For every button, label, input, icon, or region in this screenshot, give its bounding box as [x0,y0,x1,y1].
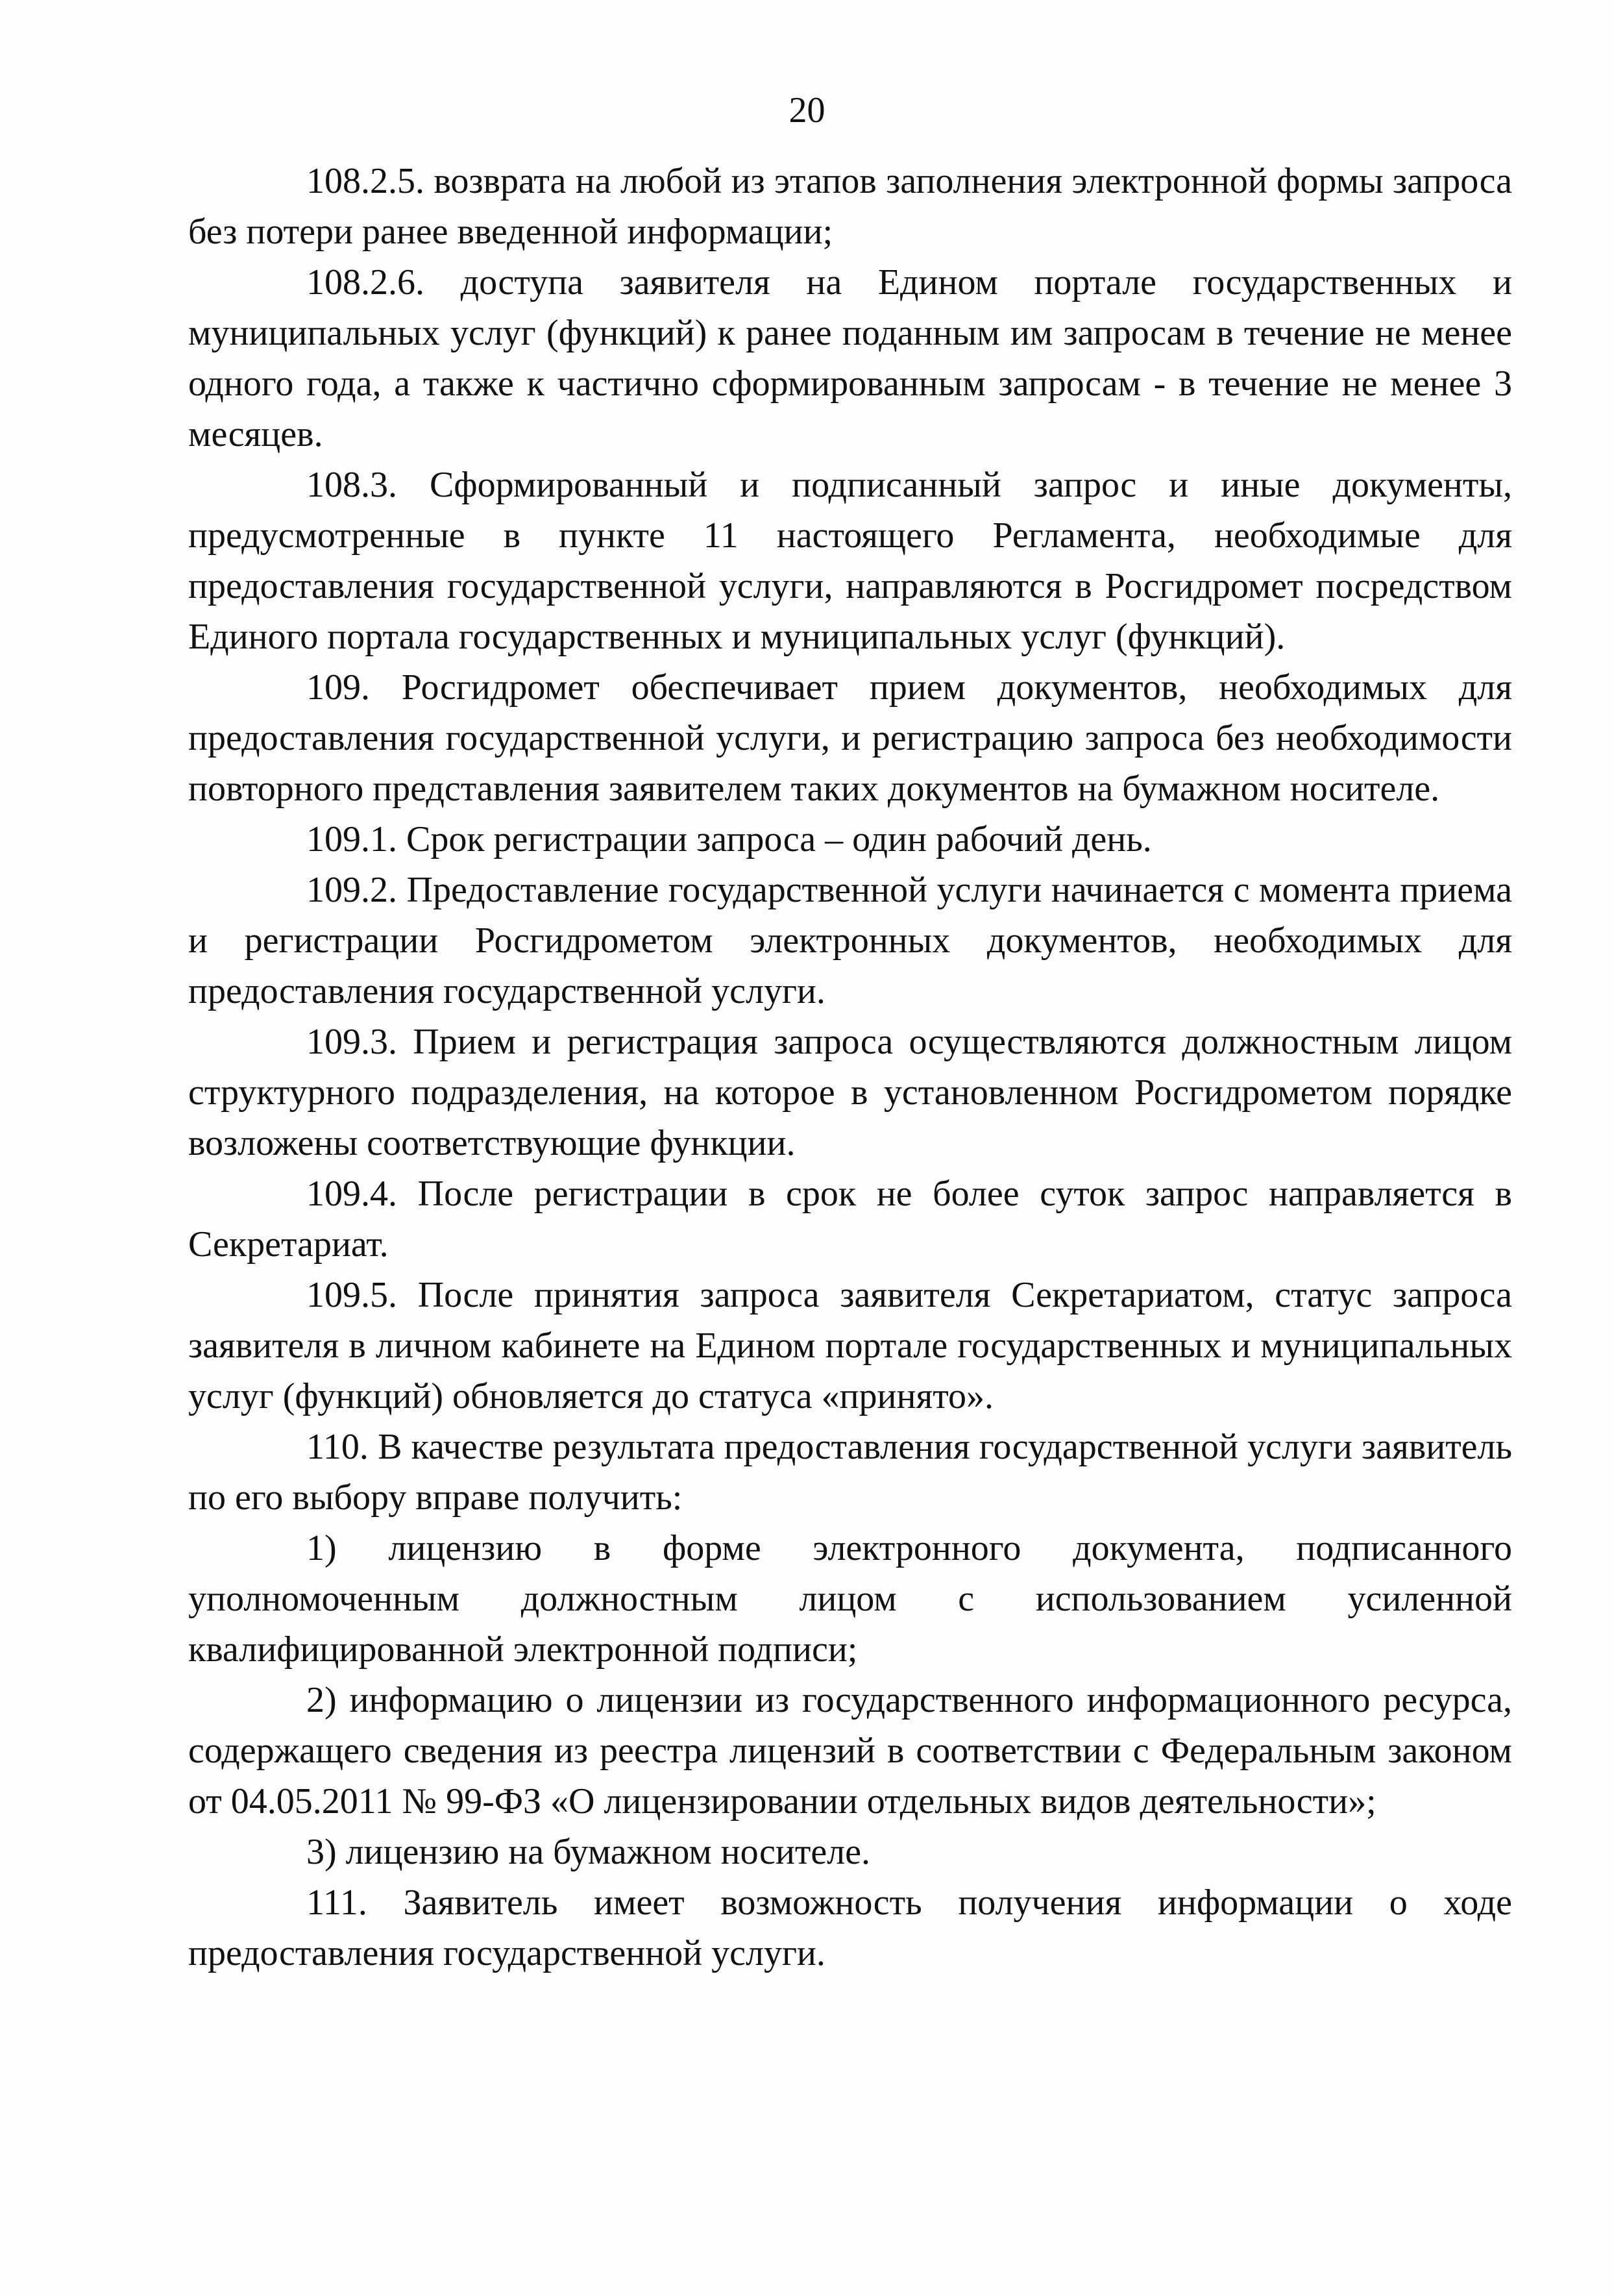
paragraph-108-3: 108.3. Сформированный и подписанный запрос и иные документы, предусмотренные в пункте 11 настоящего Регламента, необходимые для предоставления государственной услуги, направляются в Росгидромет посредством Единого портала государственных и муниципальных услуг (функций). [188,465,1512,657]
paragraph-109-3: 109.3. Прием и регистрация запроса осуществляются должностным лицом структурного подразделения, на которое в установленном Росгидрометом порядке возложены соответствующие функции. [188,1022,1512,1163]
paragraph-110-item-1: 1) лицензию в форме электронного документа, подписанного уполномоченным должностным лицом с использованием усиленной квалифицированной электронной подписи; [188,1528,1512,1670]
paragraph-109-5: 109.5. После принятия запроса заявителя Секретариатом, статус запроса заявителя в личном кабинете на Едином портале государственных и муниципальных услуг (функций) обновляется до статуса «принято». [188,1275,1512,1416]
paragraph-108-2-5: 108.2.5. возврата на любой из этапов заполнения электронной формы запроса без потери ранее введенной информации; [188,161,1512,252]
paragraph-109: 109. Росгидромет обеспечивает прием документов, необходимых для предоставления государственной услуги, и регистрацию запроса без необходимости повторного представления заявителем таких документов на бумажном носителе. [188,667,1512,809]
paragraph-111: 111. Заявитель имеет возможность получения информации о ходе предоставления государственной услуги. [188,1882,1512,1973]
paragraph-109-4: 109.4. После регистрации в срок не более суток запрос направляется в Секретариат. [188,1174,1512,1265]
paragraph-108-2-6: 108.2.6. доступа заявителя на Едином портале государственных и муниципальных услуг (функций) к ранее поданным им запросам в течение не менее одного года, а также к частично сформированным запросам - в течение не менее 3 месяцев. [188,262,1512,454]
paragraph-110-item-3: 3) лицензию на бумажном носителе. [306,1832,870,1872]
paragraph-110: 110. В качестве результата предоставления государственной услуги заявитель по его выбору вправе получить: [188,1427,1512,1518]
document-body [188,156,1512,1979]
paragraph-109-2: 109.2. Предоставление государственной услуги начинается с момента приема и регистрации Росгидрометом электронных документов, необходимых для предоставления государственной услуги. [188,870,1512,1011]
page-number: 20 [789,90,825,130]
paragraph-110-item-2: 2) информацию о лицензии из государственного информационного ресурса, содержащего сведения из реестра лицензий в соответствии с Федеральным законом от 04.05.2011 № 99-ФЗ «О лицензировании отдельных видов деятельности»; [188,1680,1512,1821]
paragraph-109-1: 109.1. Срок регистрации запроса – один рабочий день. [306,819,1152,859]
